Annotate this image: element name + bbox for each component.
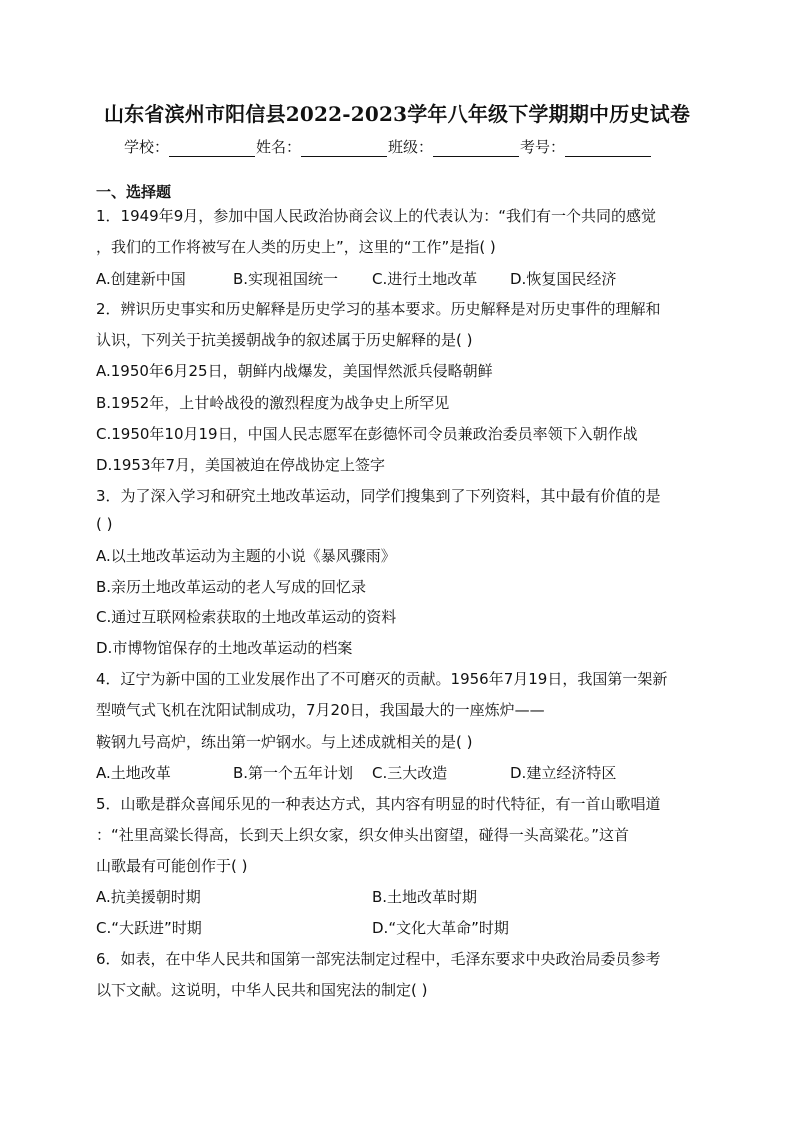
q2-option-a[interactable]: A.1950年6月25日，朝鲜内战爆发，美国悍然派兵侵略朝鲜 [96,362,493,380]
q3-option-c[interactable]: C.通过互联网检索获取的土地改革运动的资料 [96,608,397,626]
q5-stem-line1: 5．山歌是群众喜闻乐见的一种表达方式，其内容有明显的时代特征，有一首山歌唱道 [96,795,661,813]
q3-option-a[interactable]: A.以土地改革运动为主题的小说《暴风骤雨》 [96,547,396,565]
q1-option-b[interactable]: B.实现祖国统一 [233,270,339,288]
q4-option-c[interactable]: C.三大改造 [372,764,448,782]
q4-stem-line2: 型喷气式飞机在沈阳试制成功，7月20日，我国最大的一座炼炉—— [96,701,545,719]
q3-stem-line1: 3．为了深入学习和研究土地改革运动，同学们搜集到了下列资料，其中最有价值的是 [96,487,661,505]
student-info-fields [124,136,652,157]
exam-number-label: 考号： [520,138,566,156]
q5-option-b[interactable]: B.土地改革时期 [372,888,478,906]
exam-title: 山东省滨州市阳信县2022-2023学年八年级下学期期中历史试卷 [103,102,691,126]
class-field [388,136,520,157]
name-label: 姓名： [256,138,302,156]
q2-stem-line1: 2．辨识历史事实和历史解释是历史学习的基本要求。历史解释是对历史事件的理解和 [96,300,661,318]
q3-option-d[interactable]: D.市博物馆保存的土地改革运动的档案 [96,639,353,657]
exam-number-field [520,136,652,157]
class-label: 班级： [388,138,434,156]
section-heading: 一、选择题 [96,183,172,201]
name-field [256,136,388,157]
q4-stem-line1: 4．辽宁为新中国的工业发展作出了不可磨灭的贡献。1956年7月19日，我国第一架新 [96,670,668,688]
q5-stem-line3: 山歌最有可能创作于( ) [96,857,248,875]
school-field [124,136,256,157]
q2-option-d[interactable]: D.1953年7月，美国被迫在停战协定上签字 [96,456,386,474]
q4-option-a[interactable]: A.土地改革 [96,764,171,782]
q1-stem-line2: ，我们的工作将被写在人类的历史上”，这里的“工作”是指( ) [96,238,496,256]
q6-stem-line1: 6．如表，在中华人民共和国第一部宪法制定过程中，毛泽东要求中央政治局委员参考 [96,950,661,968]
exam-number-blank[interactable] [565,142,651,157]
q4-stem-line3: 鞍钢九号高炉，练出第一炉钢水。与上述成就相关的是( ) [96,733,473,751]
q1-option-a[interactable]: A.创建新中国 [96,270,186,288]
q1-option-d[interactable]: D.恢复国民经济 [510,270,617,288]
q3-option-b[interactable]: B.亲历土地改革运动的老人写成的回忆录 [96,578,367,596]
q3-stem-line2: ( ) [96,515,113,533]
q2-stem-line2: 认识，下列关于抗美援朝战争的叙述属于历史解释的是( ) [96,331,473,349]
school-label: 学校： [124,138,170,156]
q5-option-a[interactable]: A.抗美援朝时期 [96,888,201,906]
q5-stem-line2: ：“社里高粱长得高，长到天上织女家，织女伸头出窗望，碰得一头高粱花。”这首 [96,826,630,844]
name-blank[interactable] [301,142,387,157]
q1-option-c[interactable]: C.进行土地改革 [372,270,478,288]
q2-option-b[interactable]: B.1952年，上甘岭战役的激烈程度为战争史上所罕见 [96,394,450,412]
q5-option-c[interactable]: C.“大跃进”时期 [96,919,202,937]
q4-option-d[interactable]: D.建立经济特区 [510,764,617,782]
q5-option-d[interactable]: D.“文化大革命”时期 [372,919,509,937]
q4-option-b[interactable]: B.第一个五年计划 [233,764,354,782]
q6-stem-line2: 以下文献。这说明，中华人民共和国宪法的制定( ) [96,981,428,999]
q1-stem-line1: 1．1949年9月，参加中国人民政治协商会议上的代表认为：“我们有一个共同的感觉 [96,207,657,225]
class-blank[interactable] [433,142,519,157]
q2-option-c[interactable]: C.1950年10月19日，中国人民志愿军在彭德怀司令员兼政治委员率领下入朝作战 [96,425,638,443]
school-blank[interactable] [169,142,255,157]
